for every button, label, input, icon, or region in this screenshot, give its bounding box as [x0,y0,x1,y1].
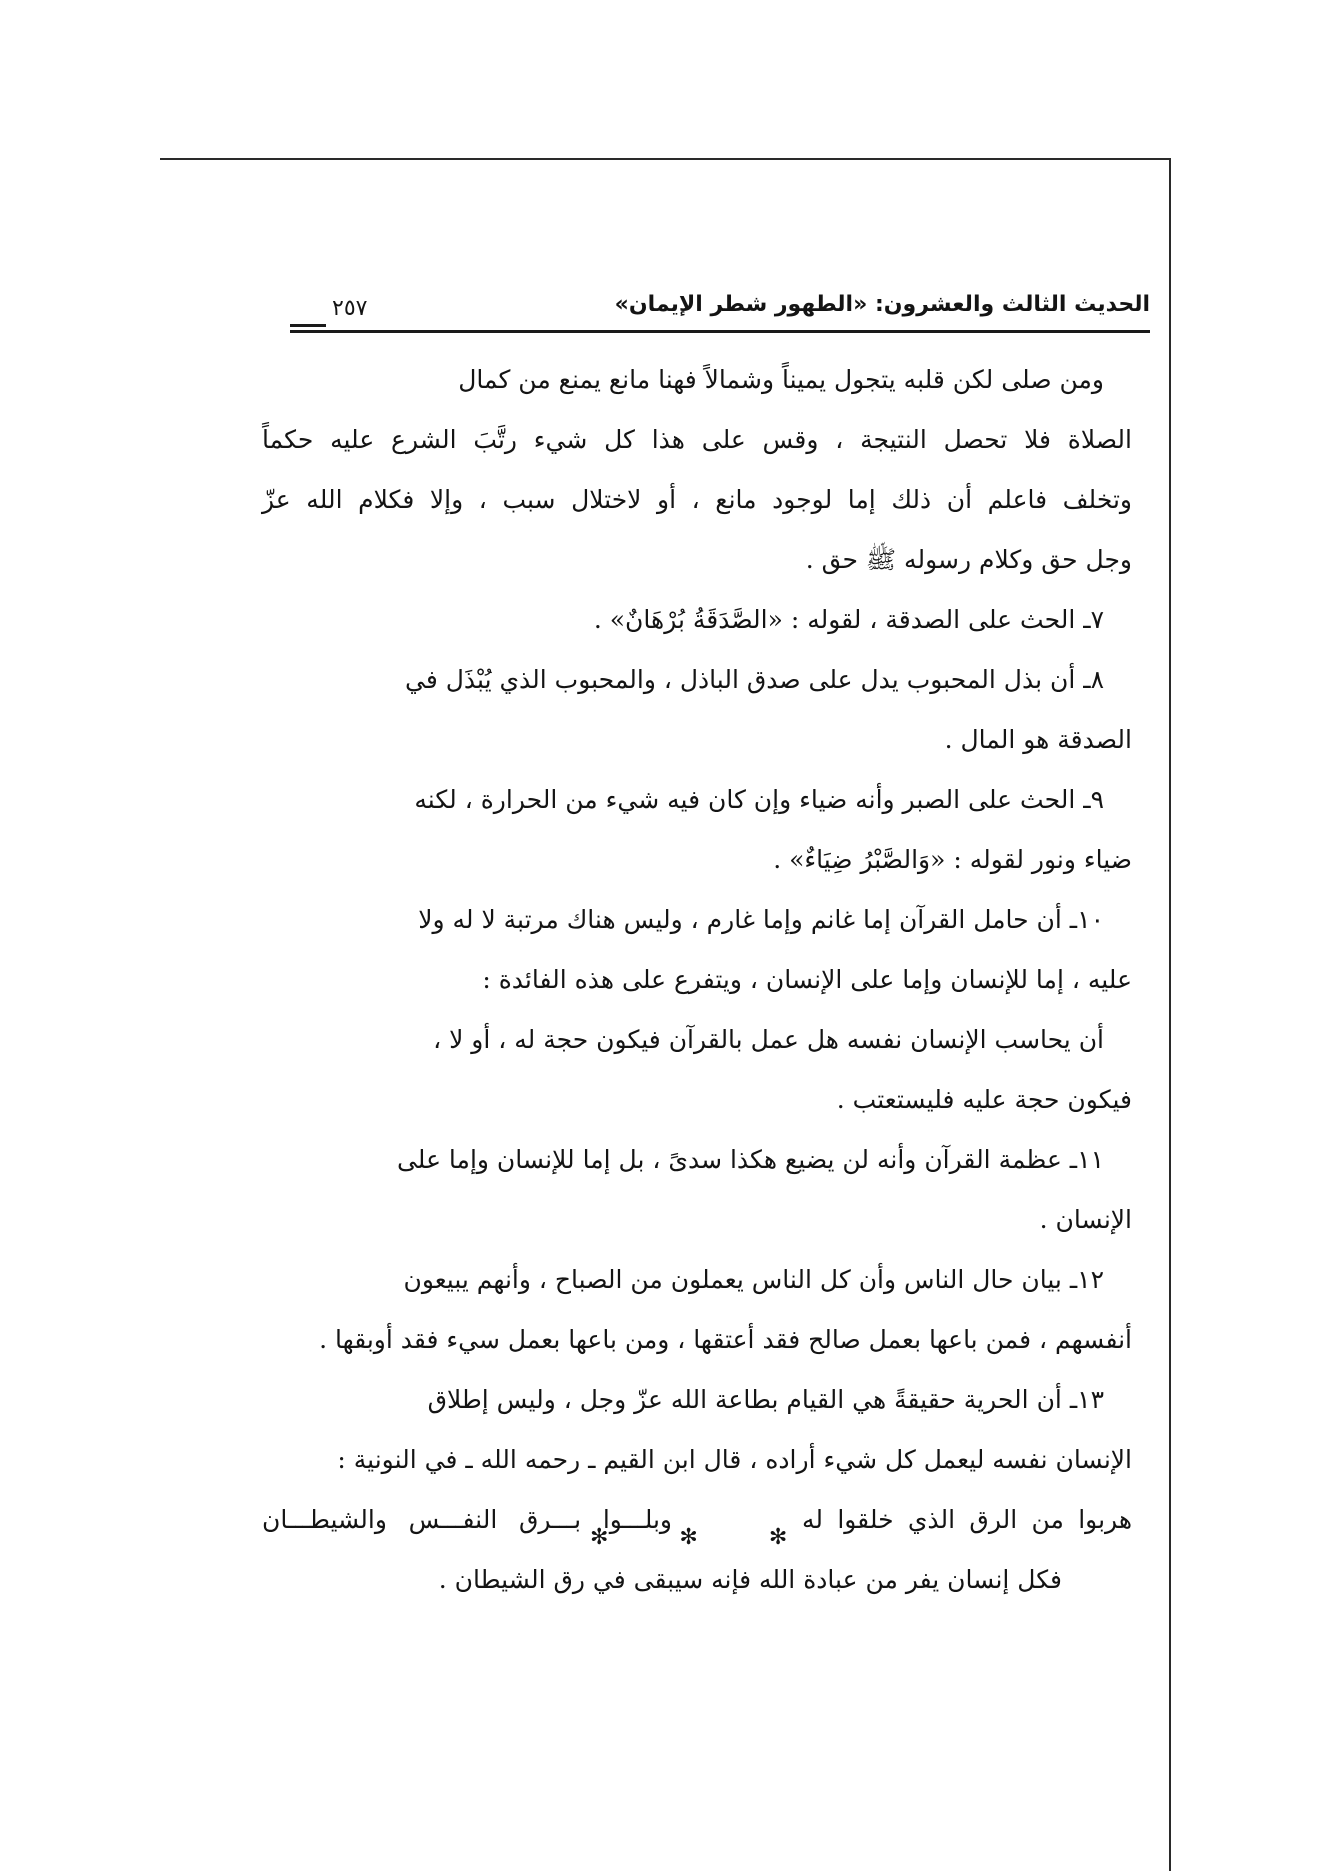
poem-hemistich-second: وبلـــوا بـــرق النفـــس والشيطـــان [262,1505,672,1534]
list-item-11: ١١ـ عظمة القرآن وأنه لن يضيع هكذا سدىً ، بل إما للإنسان وإما على [396,1145,1104,1174]
paragraph-line: أنفسهم ، فمن باعها بعمل صالح فقد أعتقها ، ومن باعها بعمل سيء فقد أوبقها . [319,1325,1132,1354]
paragraph-line: وجل حق وكلام رسوله ﷺ حق . [805,545,1132,574]
header-title: الحديث الثالث والعشرون: «الطهور شطر الإيمان» [614,292,1150,317]
page-top-rule [160,158,1171,160]
paragraph-line: أن يحاسب الإنسان نفسه هل عمل بالقرآن فيكون حجة له ، أو لا ، [433,1025,1104,1054]
running-header [290,290,1150,342]
list-item-8: ٨ـ أن بذل المحبوب يدل على صدق الباذل ، والمحبوب الذي يُبْذَل في [405,665,1104,694]
list-item-13: ١٣ـ أن الحرية حقيقةً هي القيام بطاعة الله عزّ وجل ، وليس إطلاق [427,1385,1104,1414]
page-right-rule [1169,158,1171,1871]
paragraph-line: ضياء ونور لقوله : «وَالصَّبْرُ ضِيَاءٌ» . [773,845,1132,874]
list-item-9: ٩ـ الحث على الصبر وأنه ضياء وإن كان فيه شيء من الحرارة ، لكنه [414,785,1104,814]
header-rule [290,330,1150,333]
page-number: ٢٥٧ [332,296,368,321]
poem-hemistich-first: هربوا من الرق الذي خلقوا له [802,1505,1132,1534]
section-separator: ✻ ✻ ✻ [590,1525,820,1550]
header-rule-short [290,324,326,327]
paragraph-line: الصلاة فلا تحصل النتيجة ، وقس على هذا كل شيء رتَّبَ الشرع عليه حكماً [262,425,1132,454]
paragraph-line: وتخلف فاعلم أن ذلك إما لوجود مانع ، أو لاختلال سبب ، وإلا فكلام الله عزّ [262,485,1132,514]
paragraph-line: عليه ، إما للإنسان وإما على الإنسان ، ويتفرع على هذه الفائدة : [482,965,1132,994]
list-item-7: ٧ـ الحث على الصدقة ، لقوله : «الصَّدَقَةُ بُرْهَانٌ» . [593,605,1104,634]
paragraph-line: الإنسان نفسه ليعمل كل شيء أراده ، قال ابن القيم ـ رحمه الله ـ في النونية : [337,1445,1132,1474]
paragraph-line: الصدقة هو المال . [944,725,1132,754]
paragraph-line: الإنسان . [1039,1205,1132,1234]
paragraph-line: فيكون حجة عليه فليستعتب . [836,1085,1132,1114]
list-item-12: ١٢ـ بيان حال الناس وأن كل الناس يعملون من الصباح ، وأنهم يبيعون [403,1265,1104,1294]
closing-line: فكل إنسان يفر من عبادة الله فإنه سيبقى في رق الشيطان . [438,1565,1062,1594]
paragraph-line: ومن صلى لكن قلبه يتجول يميناً وشمالاً فهنا مانع يمنع من كمال [458,365,1104,394]
list-item-10: ١٠ـ أن حامل القرآن إما غانم وإما غارم ، وليس هناك مرتبة لا له ولا [418,905,1104,934]
